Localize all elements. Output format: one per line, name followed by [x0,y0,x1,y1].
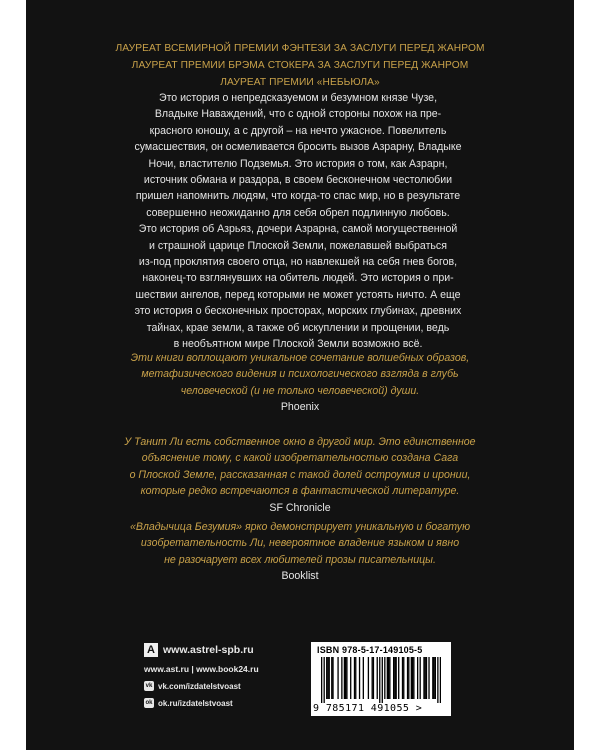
quote-source: SF Chronicle [269,501,331,514]
description-line: сумасшествия, он осмеливается бросить вызов Азрарну, Владыке [134,141,462,154]
barcode-bar [363,657,364,699]
description-line: источник обмана и раздора, в своем бесконечном честолюбии [143,174,453,187]
barcode-bar [345,657,346,699]
barcode-bar [394,657,395,699]
award-line: ЛАУРЕАТ ПРЕМИИ «НЕБЬЮЛА» [220,77,380,88]
barcode-bar [420,657,421,699]
barcode-bar [435,657,436,699]
description-line: Ночи, властителю Подземья. Это история о том, как Азрарн, [148,157,448,170]
barcode-bar [327,657,328,699]
barcode-bar [344,657,345,699]
barcode-bar [402,657,403,699]
barcode-bar [354,657,355,699]
description-line: Это история об Азрьяз, дочери Азрарна, самой могущественной [138,223,458,236]
barcode-bar [426,657,427,699]
award-line: ЛАУРЕАТ ПРЕМИИ БРЭМА СТОКЕРА ЗА ЗАСЛУГИ ПЕРЕД ЖАНРОМ [131,60,469,71]
quote-line: У Танит Ли есть собственное окно в другой мир. Это единственное [124,436,476,448]
description-line: Владыке Наваждений, что с одной стороны похож на пре- [154,108,442,121]
description-line: пришел напомнить людям, что когда-то спас мир, но в результате [135,190,461,203]
vk-link: vk.com/izdatelstvoast [158,681,241,691]
vk-icon: vk [145,683,153,689]
description-line: красного юношу, а с другой – на нечто ужасное. Повелитель [149,124,447,137]
barcode-bar [425,657,426,699]
quote-line: которые редко встречаются в фантастической литературе. [140,485,460,498]
description-line: совершенно неожиданно для себя обрел подлинную любовь. [146,206,450,219]
quote-line: человеческой (и не только человеческой) души. [180,384,420,397]
isbn-barcode [311,642,451,716]
barcode-bar [417,657,418,699]
description [122,90,474,353]
barcode-bar [440,657,441,703]
barcode-bar [326,657,327,699]
quote-line: Эти книги воплощают уникальное сочетание волшебных образов, [130,352,470,364]
barcode-bar [377,657,378,699]
publisher-main-site: www.astrel-spb.ru [163,644,254,656]
description-line: из-под проклятия своего отца, но навлекшей на себя гнев богов, [138,256,458,269]
barcode-bar [393,657,394,699]
publisher-info [144,642,259,710]
barcode-bar [428,657,429,699]
description-line: и страшной царице Плоской Земли, пожелавшей выбраться [149,239,447,252]
barcode-bar [433,657,434,699]
description-line: тайнах, крае земли, а также об искуплении и прощении, ведь [146,321,450,334]
barcode-bar [359,657,360,699]
barcode-bar [413,657,414,699]
barcode-bar [423,657,424,699]
awards-block [26,40,574,91]
description-line: в необъятном мире Плоской Земли возможно всё. [173,338,423,351]
quote-line: не разочарует всех любителей прозы писательницы. [164,553,436,566]
barcode-bar [373,657,374,699]
barcode-bar [412,657,413,699]
quote-source: Booklist [281,570,319,583]
barcode-bars [321,657,441,703]
quote-line: изобретательность Ли, невероятное владение языком и явно [140,537,460,550]
barcode-bar [408,657,409,699]
barcode-bar [350,657,351,699]
barcode-bar [337,657,338,699]
publisher-logo-icon: А [144,643,158,657]
barcode-bar [398,657,399,699]
description-line: наконец-то взглянувших на обитель людей. Это история о при- [142,272,454,285]
publisher-sites: www.ast.ru | www.book24.ru [144,664,259,674]
review-quote-sf-chronicle [104,434,496,516]
quote-line: объяснение тому, с какой изобретательностью создана Сага [141,452,459,465]
barcode-digits: 9 785171 491055 > [313,703,423,714]
barcode-bar [407,657,408,699]
ok-link: ok.ru/izdatelstvoast [158,698,233,708]
barcode-bar [379,657,380,703]
barcode-bar [321,657,322,703]
barcode-bar [368,657,369,699]
quote-source: Phoenix [280,401,320,414]
quote-line: метафизического видения и психологического взгляда в глубь [141,368,459,381]
barcode-bar [411,657,412,699]
barcode-bar [341,657,342,699]
quote-line: о Плоской Земле, рассказанная с такой долей остроумия и иронии, [129,468,471,481]
barcode-bar [372,657,373,699]
back-cover [26,0,574,750]
isbn-text: ISBN 978-5-17-149105-5 [317,645,423,655]
description-line: шествии ангелов, перед которыми не может устоять ничто. А еще [135,288,461,301]
description-line: это история о бесконечных просторах, морских глубинах, древних [134,305,462,318]
barcode-bar [384,657,385,699]
barcode-bar [387,657,388,699]
barcode-bar [432,657,433,699]
barcode-bar [346,657,347,699]
barcode-bar [331,657,332,699]
barcode-bar [396,657,397,699]
barcode-bar [332,657,333,699]
quote-line: «Владычица Безумия» ярко демонстрирует уникальную и богатую [129,521,471,533]
barcode-bar [388,657,389,699]
barcode-bar [437,657,438,703]
barcode-bar [329,657,330,699]
description-line: Это история о непредсказуемом и безумном князе Чузе, [158,92,438,104]
barcode-bar [324,657,325,703]
barcode-bar [403,657,404,699]
barcode-bar [389,657,390,699]
barcode-bar [382,657,383,703]
review-quote-booklist [104,519,496,585]
ok-icon: ok [145,700,153,706]
award-line: ЛАУРЕАТ ВСЕМИРНОЙ ПРЕМИИ ФЭНТЕЗИ ЗА ЗАСЛУГИ ПЕРЕД ЖАНРОМ [115,43,485,54]
review-quote-phoenix [104,350,496,416]
barcode-bar [355,657,356,699]
